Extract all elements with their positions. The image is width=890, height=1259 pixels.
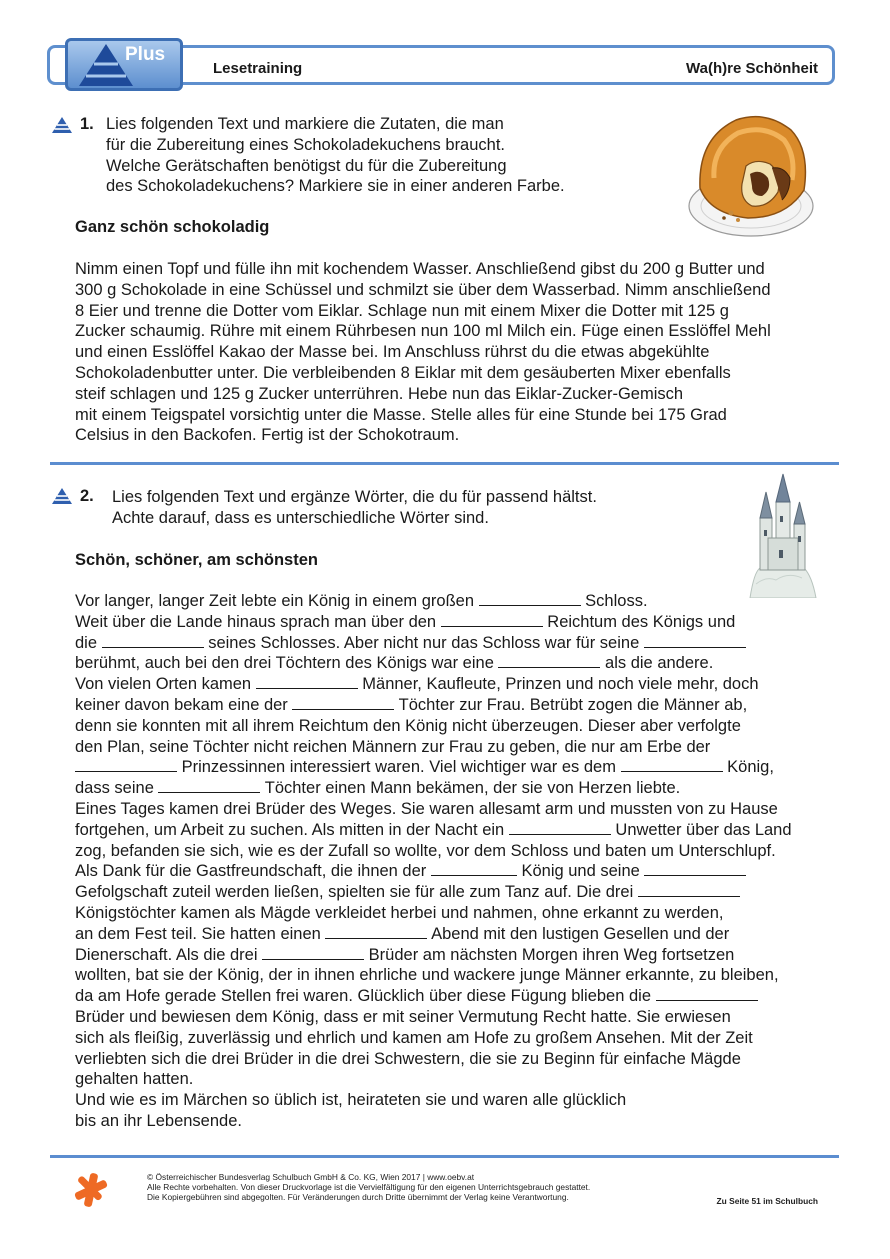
task-1-number: 1.: [80, 115, 94, 133]
instruction-line: Achte darauf, dass es unterschiedliche Wörter sind.: [112, 508, 489, 527]
instruction-line: Lies folgenden Text und markiere die Zutaten, die man: [106, 115, 504, 133]
gap-blank[interactable]: [102, 633, 204, 648]
text-fragment: Dienerschaft. Als die drei: [75, 945, 263, 964]
instruction-line: Lies folgenden Text und ergänze Wörter, die du für passend hältst.: [112, 488, 597, 506]
gap-blank[interactable]: [638, 882, 740, 897]
gap-blank[interactable]: [479, 591, 581, 606]
text-1-title: Ganz schön schokoladig: [75, 218, 270, 236]
section-divider: [50, 462, 839, 465]
gap-blank[interactable]: [431, 861, 517, 876]
text-fragment: Männer, Kaufleute, Prinzen und noch viele mehr, doch: [357, 675, 759, 694]
page-reference: Zu Seite 51 im Schulbuch: [716, 1196, 818, 1206]
text-line: Celsius in den Backofen. Fertig ist der Schokotraum.: [75, 426, 460, 445]
text-line: wollten, bat sie der König, der in ihnen ehrliche und wackere junge Männer erkannte, zu bleiben,: [75, 966, 779, 985]
gap-blank[interactable]: [644, 861, 746, 876]
gap-blank[interactable]: [256, 674, 358, 689]
text-line: Zucker schaumig. Rühre mit einem Rührbesen nun 100 ml Milch ein. Füge einen Esslöffel Mehl: [75, 322, 771, 341]
text-fragment: da am Hofe gerade Stellen frei waren. Glücklich über diese Fügung blieben die: [75, 987, 656, 1006]
text-line: und einen Esslöffel Kakao der Masse bei. Im Anschluss rührst du die etwas abgekühlte: [75, 343, 710, 362]
text-fragment: fortgehen, um Arbeit zu suchen. Als mitten in der Nacht ein: [75, 820, 509, 839]
gap-blank[interactable]: [644, 633, 746, 648]
recipe-text: [75, 259, 771, 446]
text-fragment: keiner davon bekam eine der: [75, 695, 293, 714]
text-line: [75, 882, 792, 903]
text-fragment: Weit über die Lande hinaus sprach man über den: [75, 612, 441, 631]
text-line: bis an ihr Lebensende.: [75, 1111, 242, 1130]
text-line: [75, 924, 792, 945]
text-line: Eines Tages kamen drei Brüder des Weges. Sie waren allesamt arm und mussten von zu Hause: [75, 799, 778, 818]
marble-cake-illustration: [686, 108, 816, 238]
gap-blank[interactable]: [158, 778, 260, 793]
text-fragment: Töchter zur Frau. Betrübt zogen die Männer ab,: [394, 695, 748, 714]
text-line: 300 g Schokolade in eine Schüssel und schmilzt sie über dem Wasserbad. Nimm anschließend: [75, 280, 771, 299]
publisher-logo-icon: [72, 1171, 110, 1209]
text-fragment: Prinzessinnen interessiert waren. Viel wichtiger war es dem: [177, 758, 621, 777]
text-fragment: als die andere.: [600, 654, 714, 673]
instruction-line: des Schokoladekuchens? Markiere sie in einer anderen Farbe.: [106, 177, 565, 196]
task-2-number: 2.: [80, 487, 94, 505]
copyright-line: Die Kopiergebühren sind abgegolten. Für Veränderungen durch Dritte übernimmt der Verlag keine Verantwortung.: [147, 1192, 569, 1202]
gap-blank[interactable]: [656, 986, 758, 1001]
text-fragment: Von vielen Orten kamen: [75, 675, 256, 694]
text-line: zog, befanden sie sich, wie es der Zufall so wollte, vor dem Schloss und baten um Unterschlupf.: [75, 841, 776, 860]
text-fragment: Reichtum des Königs und: [542, 612, 736, 631]
text-line: [75, 778, 792, 799]
text-line: [75, 653, 792, 674]
text-line: [75, 945, 792, 966]
text-line: steif schlagen und 125 g Zucker unterrühren. Hebe nun das Eiklar-Zucker-Gemisch: [75, 384, 684, 403]
logo-label: Plus: [125, 44, 166, 65]
copyright-line: © Österreichischer Bundesverlag Schulbuch GmbH & Co. KG, Wien 2017 | www.oebv.at: [147, 1172, 475, 1182]
text-fragment: die: [75, 633, 102, 652]
gap-blank[interactable]: [509, 820, 611, 835]
instruction-line: Welche Gerätschaften benötigst du für die Zubereitung: [106, 156, 507, 175]
text-line: Schokoladenbutter unter. Die verbleibenden 8 Eiklar mit dem gesäuberten Mixer ebenfalls: [75, 363, 731, 382]
text-fragment: dass seine: [75, 779, 159, 798]
difficulty-pyramid-icon: [51, 487, 73, 505]
text-fragment: König und seine: [516, 862, 645, 881]
text-fragment: Abend mit den lustigen Gesellen und der: [427, 924, 730, 943]
instruction-line: für die Zubereitung eines Schokoladekuchens braucht.: [106, 135, 506, 154]
footer-divider: [50, 1155, 839, 1158]
gap-blank[interactable]: [262, 945, 364, 960]
series-title: Lesetraining: [213, 60, 303, 77]
text-line: verliebten sich die drei Brüder in die drei Schwestern, die sie zu Beginn für einfache Mägde: [75, 1049, 741, 1068]
text-line: Brüder und bewiesen dem König, dass er mit seiner Vermutung Recht hatte. Sie erwiesen: [75, 1007, 731, 1026]
text-fragment: an dem Fest teil. Sie hatten einen: [75, 924, 326, 943]
text-line: [75, 612, 792, 633]
text-line: [75, 591, 792, 612]
text-fragment: Brüder am nächsten Morgen ihren Weg fortsetzen: [364, 945, 735, 964]
text-fragment: Töchter einen Mann bekämen, der sie von Herzen liebte.: [260, 779, 681, 798]
text-line: [75, 695, 792, 716]
text-line: den Plan, seine Töchter nicht reichen Männern zur Frau zu geben, die nur am Erbe der: [75, 737, 711, 756]
text-fragment: Unwetter über das Land: [610, 820, 792, 839]
copyright-line: Alle Rechte vorbehalten. Von dieser Druckvorlage ist die Vervielfältigung für den eigenen Unterrichtsgebrauch gestattet.: [147, 1182, 591, 1192]
text-line: Und wie es im Märchen so üblich ist, heirateten sie und waren alle glücklich: [75, 1091, 627, 1110]
text-line: [75, 757, 792, 778]
text-line: [75, 820, 792, 841]
text-line: [75, 674, 792, 695]
text-fragment: Vor langer, langer Zeit lebte ein König in einem großen: [75, 592, 479, 610]
castle-illustration: [746, 472, 818, 598]
gap-blank[interactable]: [75, 757, 177, 772]
gap-blank[interactable]: [498, 653, 600, 668]
text-line: mit einem Teigspatel vorsichtig unter die Masse. Stelle alles für eine Stunde bei 175 Grad: [75, 405, 727, 424]
copyright-notice: [147, 1172, 590, 1202]
text-line: [75, 986, 792, 1007]
text-fragment: König,: [722, 758, 774, 777]
text-line: gehalten hatten.: [75, 1070, 194, 1089]
text-fragment: Als Dank für die Gastfreundschaft, die ihnen der: [75, 862, 431, 881]
text-line: sich als fleißig, zuverlässig und ehrlich und kamen am Hofe zu großem Ansehen. Mit der Zeit: [75, 1028, 753, 1047]
text-line: [75, 633, 792, 654]
plus-logo: [65, 38, 183, 91]
text-line: [75, 861, 792, 882]
text-line: 8 Eier und trenne die Dotter vom Eiklar. Schlage nun mit einem Mixer die Dotter mit 125 g: [75, 301, 729, 320]
worksheet-title: Wa(h)re Schönheit: [686, 60, 818, 77]
gap-blank[interactable]: [621, 757, 723, 772]
text-fragment: Schloss.: [580, 592, 648, 610]
gap-blank[interactable]: [441, 612, 543, 627]
gap-blank[interactable]: [325, 924, 427, 939]
text-line: denn sie konnten mit all ihrem Reichtum den König nicht überzeugen. Dieser aber verfolgte: [75, 716, 741, 735]
task-1-instructions: [106, 114, 565, 197]
text-2-title: Schön, schöner, am schönsten: [75, 551, 318, 569]
text-line: Nimm einen Topf und fülle ihn mit kochendem Wasser. Anschließend gibst du 200 g Butter und: [75, 260, 765, 278]
text-line: Königstöchter kamen als Mägde verkleidet herbei und nahmen, ohne erkannt zu werden,: [75, 903, 724, 922]
difficulty-pyramid-icon: [51, 116, 73, 134]
text-fragment: berühmt, auch bei den drei Töchtern des Königs war eine: [75, 654, 499, 673]
text-fragment: seines Schlosses. Aber nicht nur das Schloss war für seine: [203, 633, 644, 652]
cloze-text: [75, 591, 792, 1132]
text-fragment: Gefolgschaft zuteil werden ließen, spielten sie für alle zum Tanz auf. Die drei: [75, 883, 638, 902]
gap-blank[interactable]: [292, 695, 394, 710]
task-2-instructions: [112, 487, 597, 529]
